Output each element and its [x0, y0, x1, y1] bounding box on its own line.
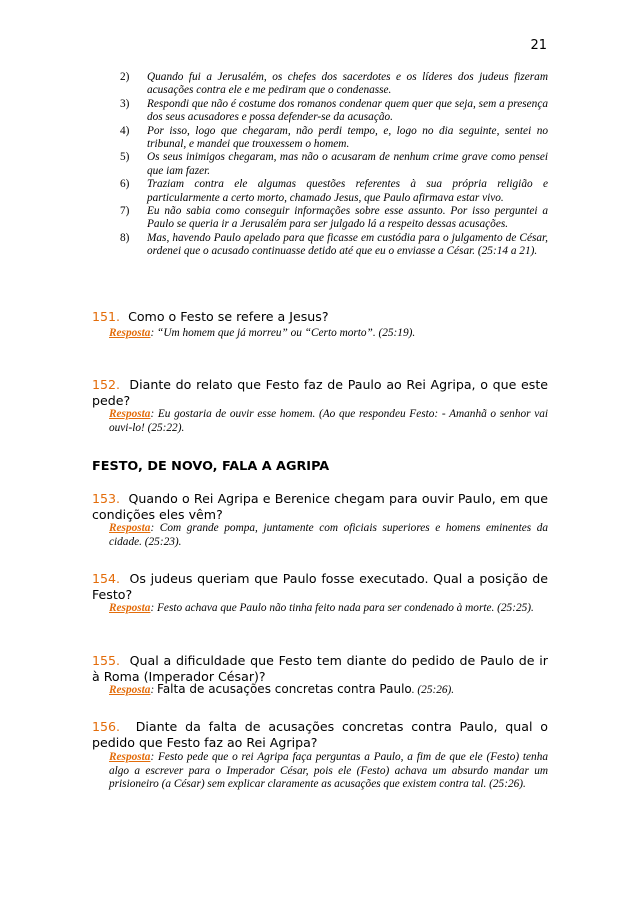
answer-label: Resposta	[109, 602, 151, 614]
question-154	[92, 571, 548, 603]
question-text: Qual a dificuldade que Festo tem diante do pedido de Paulo de ir à Roma (Imperador César)?	[92, 653, 548, 684]
answer-label: Resposta	[109, 751, 151, 763]
question-153	[92, 491, 548, 523]
answer-label: Resposta	[109, 522, 151, 534]
answer-text: Festo pede que o rei Agripa faça perguntas a Paulo, a fim de que ele (Festo) tenha algo a escrever para o Imperador César, pois ele (Festo) achava um absurdo mandar um prisioneiro (a César) sem explicar claramente as acusações que existem contra tal. (25:26).	[109, 751, 548, 791]
answer-151: Resposta: “Um homem que já morreu” ou “Certo morto”. (25:19).	[109, 327, 416, 339]
question-text: Os judeus queriam que Paulo fosse executado. Qual a posição de Festo?	[92, 571, 548, 602]
question-number: 155.	[92, 653, 121, 668]
question-152	[92, 377, 548, 409]
answer-152: Resposta: Eu gostaria de ouvir esse homem. (Ao que respondeu Festo: - Amanhã o senhor vai ouvi-lo! (25:22).	[109, 408, 548, 434]
question-text: Diante do relato que Festo faz de Paulo ao Rei Agripa, o que este pede?	[92, 377, 548, 408]
answer-154: Resposta: Festo achava que Paulo não tinha feito nada para ser condenado à morte. (25:25).	[109, 602, 534, 614]
list-item: 8) Mas, havendo Paulo apelado para que ficasse em custódia para o julgamento de César, ordenei que o acusado continuasse detido até que eu o enviasse a César. (25:14 a 21).	[120, 231, 548, 258]
question-155	[92, 653, 548, 685]
question-number: 152.	[92, 377, 121, 392]
answer-text-plain: Falta de acusações concretas contra Paulo	[157, 682, 412, 696]
question-number: 154.	[92, 571, 121, 586]
answer-label: Resposta	[109, 327, 151, 339]
answer-label: Resposta	[109, 408, 151, 420]
list-item: 5) Os seus inimigos chegaram, mas não o acusaram de nenhum crime grave como pensei que iam fazer.	[120, 151, 548, 177]
question-156	[92, 719, 548, 751]
question-text: Como o Festo se refere a Jesus?	[128, 309, 329, 324]
answer-text: . (25:26).	[411, 684, 455, 696]
section-title: FESTO, DE NOVO, FALA A AGRIPA	[92, 459, 330, 474]
question-number: 156.	[92, 719, 121, 734]
question-151	[92, 309, 548, 325]
answer-text: Eu gostaria de ouvir esse homem. (Ao que respondeu Festo: - Amanhã o senhor vai ouvi-lo! (25:22).	[109, 408, 548, 434]
answer-label: Resposta	[109, 684, 151, 696]
answer-156: Resposta: Festo pede que o rei Agripa faça perguntas a Paulo, a fim de que ele (Festo) tenha algo a escrever para o Imperador César, pois ele (Festo) achava um absurdo mandar um prisioneiro (a César) sem explicar claramente as acusações que existem contra tal. (25:26).	[109, 751, 548, 791]
question-number: 151.	[92, 309, 121, 324]
answer-155: Resposta: Falta de acusações concretas contra Paulo. (25:26).	[109, 682, 455, 696]
answer-text: Festo achava que Paulo não tinha feito nada para ser condenado à morte. (25:25).	[157, 602, 534, 614]
list-item: 6) Traziam contra ele algumas questões referentes à sua própria religião e particularmente a certo morto, chamado Jesus, que Paulo afirmava estar vivo.	[120, 178, 548, 204]
question-text: Quando o Rei Agripa e Berenice chegam para ouvir Paulo, em que condições eles vêm?	[92, 491, 548, 522]
list-item: 4) Por isso, logo que chegaram, não perdi tempo, e, logo no dia seguinte, sentei no tribunal, e mandei que trouxessem o homem.	[120, 124, 548, 151]
question-number: 153.	[92, 491, 121, 506]
answer-text: “Um homem que já morreu” ou “Certo morto”. (25:19).	[157, 327, 416, 339]
page-number: 21	[530, 38, 547, 53]
list-item: 3) Respondi que não é costume dos romanos condenar quem quer que seja, sem a presença dos seus acusadores e possa defender-se da acusação.	[120, 97, 548, 124]
answer-text: Com grande pompa, juntamente com oficiais superiores e homens eminentes da cidade. (25:23).	[109, 522, 548, 548]
list-item: 7) Eu não sabia como conseguir informações sobre esse assunto. Por isso perguntei a Paulo se queria ir a Jerusalém para ser julgado lá a respeito dessas acusações.	[120, 205, 548, 231]
list-item: 2) Quando fui a Jerusalém, os chefes dos sacerdotes e os líderes dos judeus fizeram acusações contra ele e me pediram que o condenasse.	[120, 71, 548, 97]
verse-list	[120, 71, 548, 259]
question-text: Diante da falta de acusações concretas contra Paulo, qual o pedido que Festo faz ao Rei Agripa?	[92, 719, 548, 750]
answer-153: Resposta: Com grande pompa, juntamente com oficiais superiores e homens eminentes da cidade. (25:23).	[109, 522, 548, 548]
